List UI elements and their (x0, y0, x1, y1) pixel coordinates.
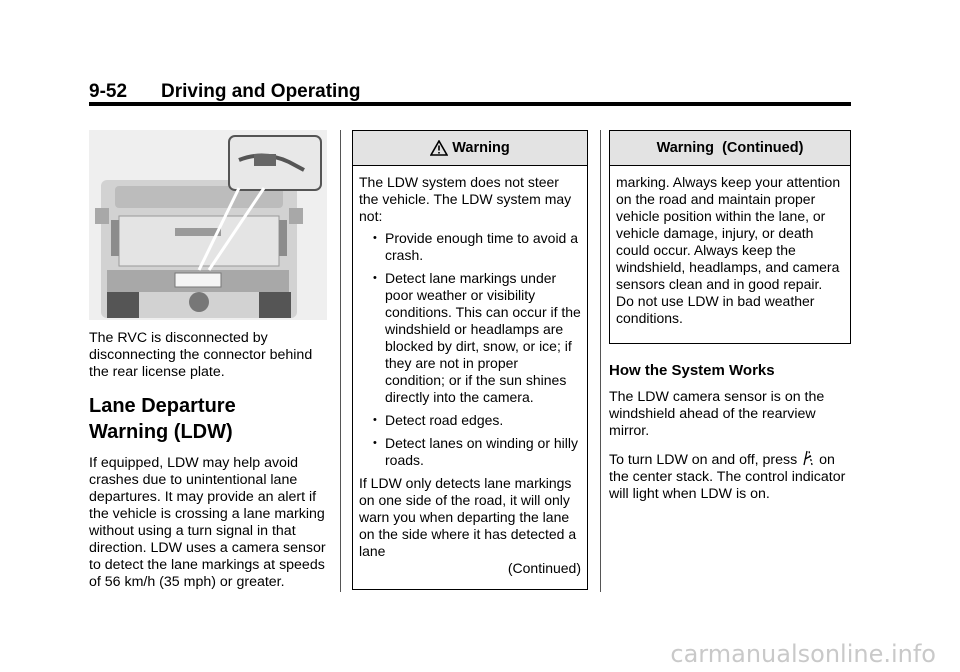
lane-departure-heading-line1: Lane Departure (89, 395, 236, 417)
how-it-works-heading: How the System Works (609, 362, 775, 379)
column-divider-2 (600, 130, 601, 592)
how-it-works-para2 (609, 450, 849, 503)
ldw-intro-paragraph: If equipped, LDW may help avoid crashes due to unintentional lane departures. It may provide an alert if the vehicle is crossing a lane marking without using a turn signal in that direction. LDW uses a camera sensor to detect the lane markings at speeds of 56 km/h (35 mph) or greater. (89, 455, 326, 590)
list-item: • Detect lanes on winding or hilly roads. (359, 435, 581, 469)
lane-departure-heading-line2: Warning (LDW) (89, 421, 233, 443)
warning-continued-box (609, 130, 851, 344)
how-it-works-para1: The LDW camera sensor is on the windshield ahead of the rearview mirror. (609, 389, 825, 439)
para2-text-after: on the center stack. The control indicator will light when LDW is on. (609, 452, 846, 502)
page-header (89, 81, 361, 103)
warning-continued-text: marking. Always keep your attention on the road and maintain proper vehicle position within the lane, or vehicle damage, injury, or death could occur. Always keep the windshield, headlamps, and camera sensors clean and in good repair. Do not use LDW in bad weather conditions. (616, 174, 841, 326)
warning-intro: The LDW system does not steer the vehicle. The LDW system may not: (359, 174, 572, 224)
warning-box-header (353, 131, 587, 166)
list-item: • Provide enough time to avoid a crash. (359, 230, 581, 264)
section-title: Driving and Operating (161, 81, 361, 102)
warning-icon (430, 140, 448, 156)
page-number: 9-52 (89, 81, 128, 102)
truck-rear-photo (89, 130, 327, 320)
warning-continued-header (610, 131, 850, 166)
list-item: • Detect lane markings under poor weather or visibility conditions. This can occur if the windshield or headlamps are blocked by dirt, snow, or ice; if they are not in proper condition; or if the sun shines directly into the camera. (359, 270, 581, 406)
watermark: carmanualsonline.info (670, 640, 936, 668)
column-divider-1 (340, 130, 341, 592)
lane-departure-icon (801, 450, 815, 466)
warning-box (352, 130, 588, 590)
header-rule (89, 102, 851, 106)
warning-outro: If LDW only detects lane markings on one side of the road, it will only warn you when departing the lane on the side where it has detected a lane (359, 475, 577, 559)
how-it-works-section (609, 362, 849, 503)
continued-label: (Continued) (507, 560, 581, 576)
photo-caption: The RVC is disconnected by disconnecting the connector behind the rear license plate. (89, 330, 313, 380)
para2-text-before: To turn LDW on and off, press (609, 452, 802, 468)
warning-continued-title: Warning (Continued) (656, 139, 804, 156)
list-item: • Detect road edges. (359, 412, 581, 429)
warning-bullet-list (359, 230, 581, 469)
warning-title: Warning (452, 139, 510, 156)
left-column (89, 330, 334, 591)
